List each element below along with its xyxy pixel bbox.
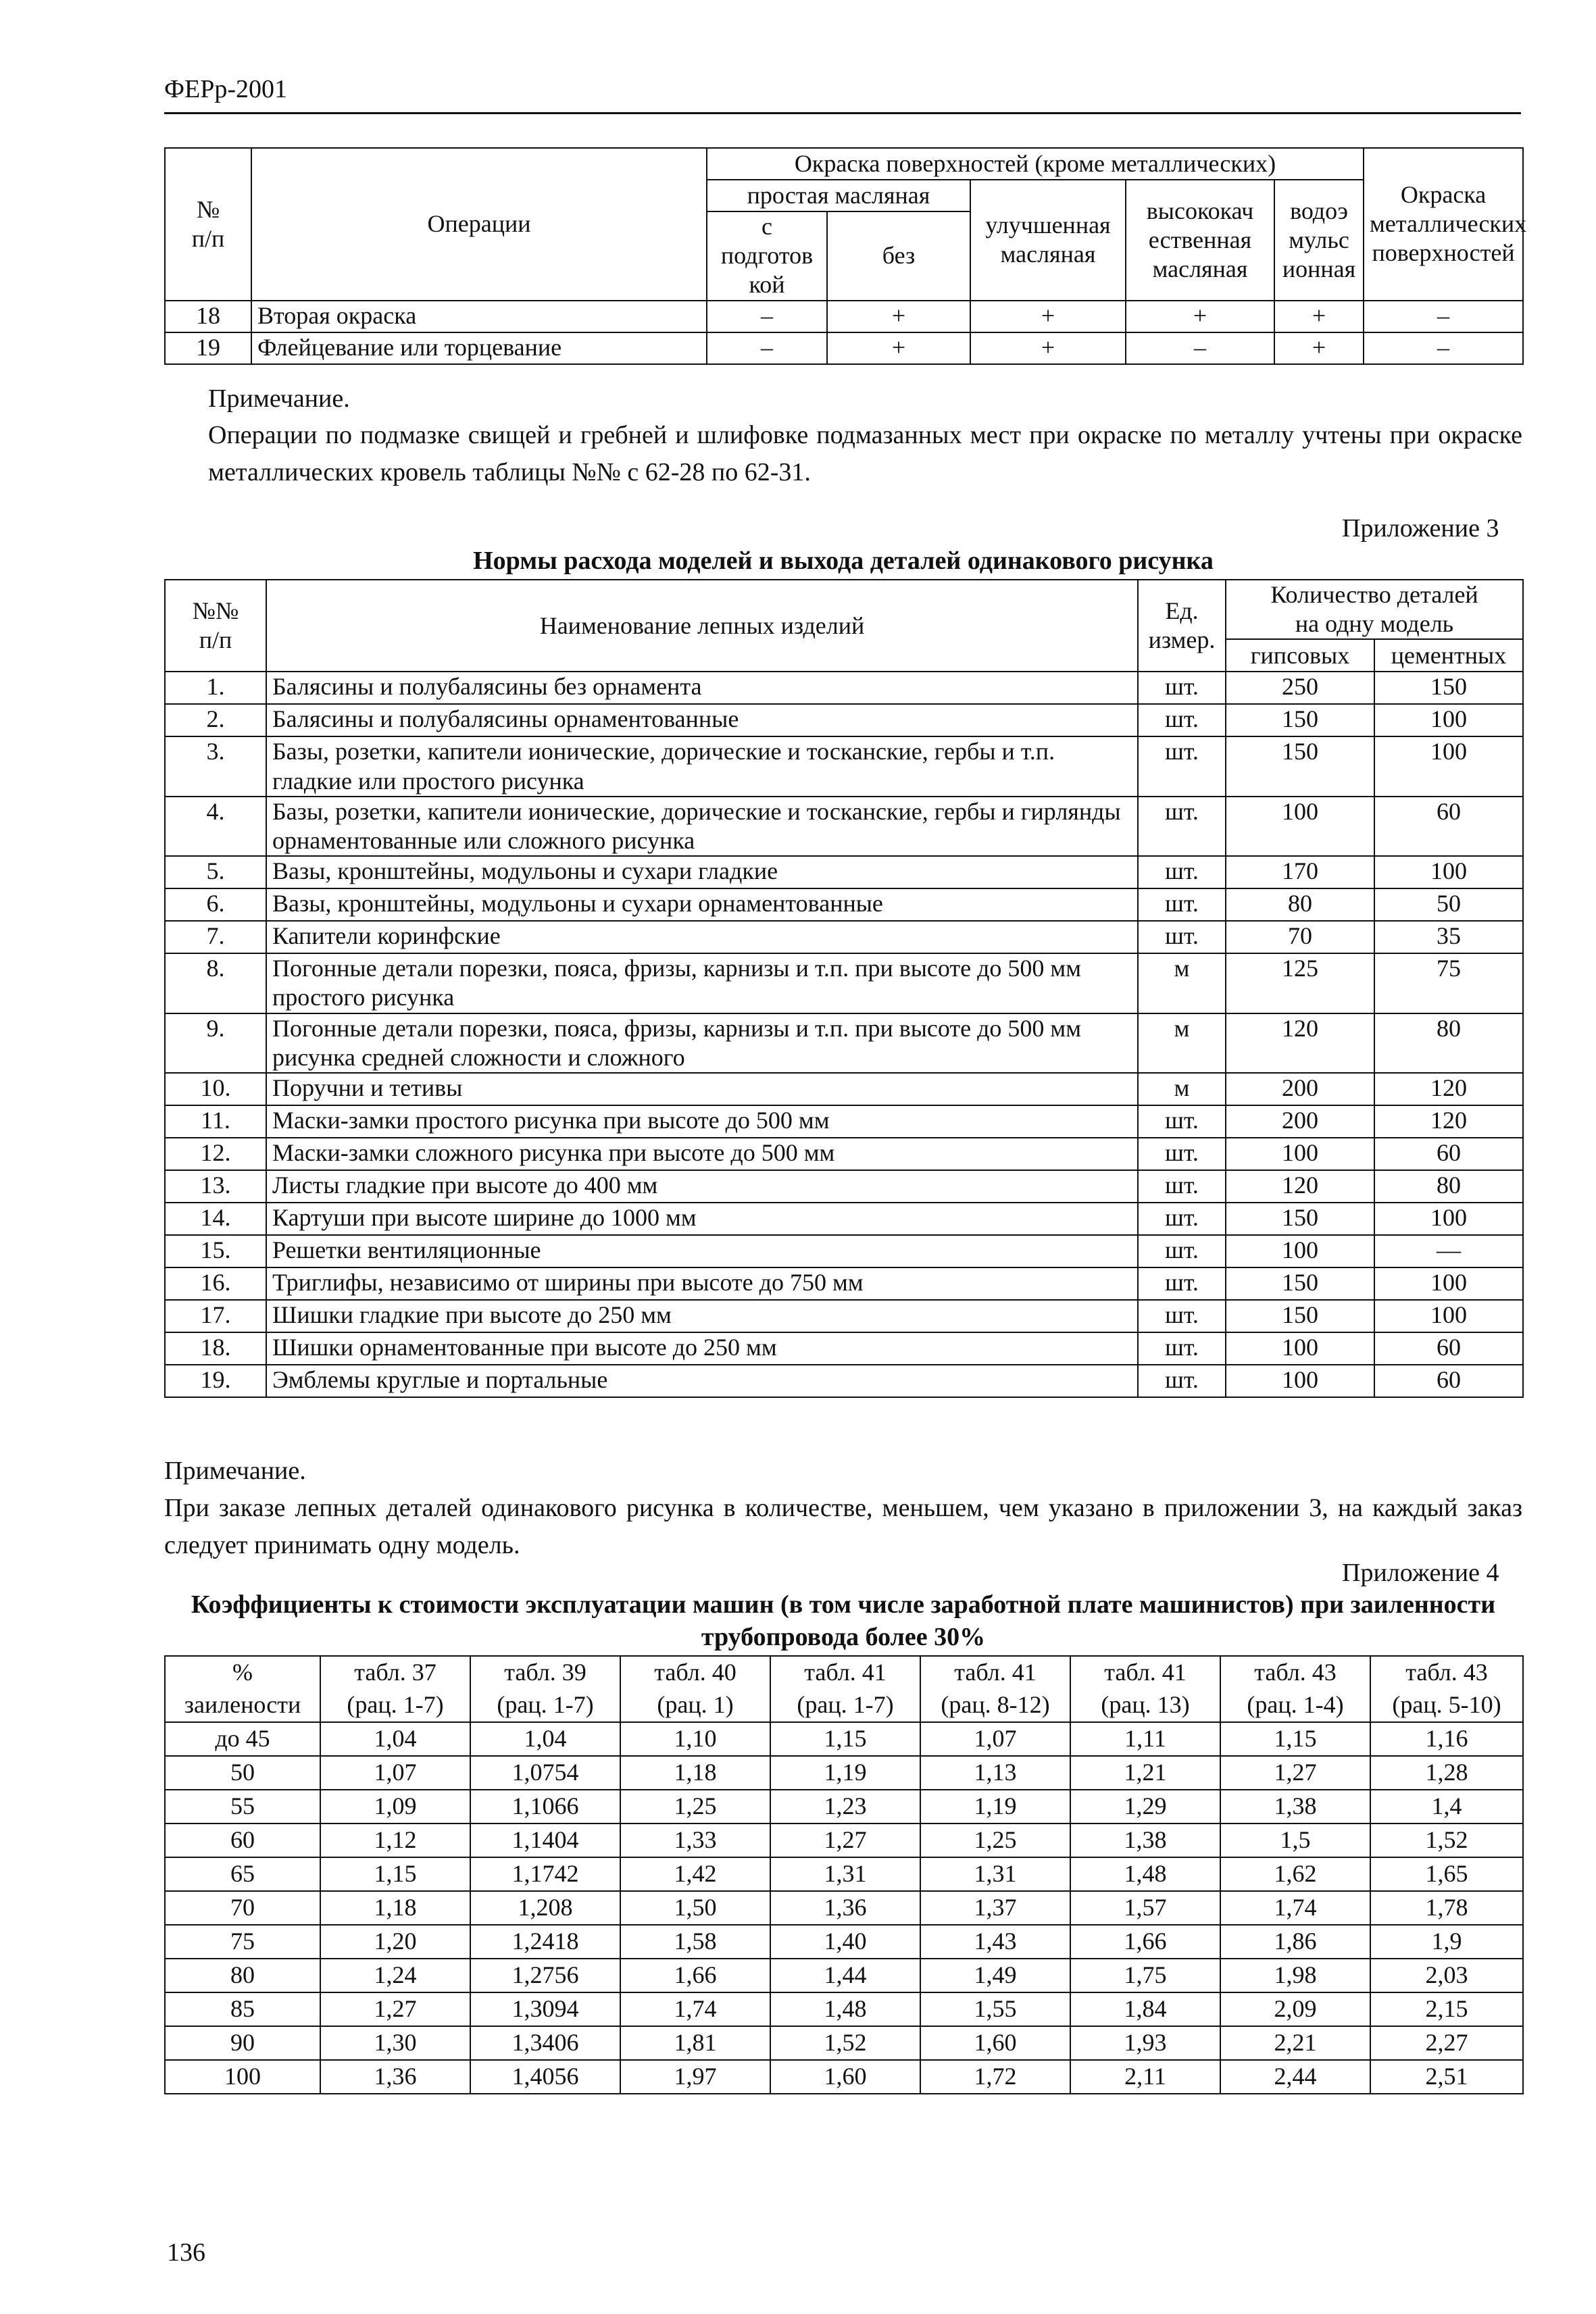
col-header: (рац. 1-7) [770,1689,920,1722]
coefficient-value: 1,42 [620,1857,770,1891]
cement-count: 100 [1374,736,1523,796]
table-row [165,1073,1523,1105]
coefficient-value: 1,27 [320,1992,470,2026]
gypsum-count: 150 [1226,1203,1374,1235]
gypsum-count: 120 [1226,1170,1374,1203]
silt-percent: до 45 [165,1722,320,1756]
coefficient-value: 1,33 [620,1823,770,1857]
cement-count: 50 [1374,888,1523,921]
coefficient-value: 2,21 [1220,2026,1370,2060]
silt-percent: 75 [165,1925,320,1959]
col-header: табл. 43 [1370,1656,1523,1689]
table-row [165,953,1523,1013]
coefficient-value: 2,15 [1370,1992,1523,2026]
coefficient-value: 1,36 [770,1891,920,1925]
gypsum-count: 100 [1226,1138,1374,1170]
coefficient-value: 1,18 [320,1891,470,1925]
coefficient-value: 1,38 [1070,1823,1220,1857]
cement-count: 80 [1374,1013,1523,1073]
coefficient-value: 1,15 [320,1857,470,1891]
coefficient-value: 1,29 [1070,1790,1220,1823]
coefficient-value: 1,66 [620,1959,770,1992]
coefficient-value: 1,9 [1370,1925,1523,1959]
operation-name: Флейцевание или торцевание [251,332,707,364]
col-header-number: № п/п [165,148,251,301]
col-header-surface-painting: Окраска поверхностей (кроме металлических) [707,148,1364,180]
coefficient-value: 1,44 [770,1959,920,1992]
col-header-metal-painting: Окраска металлических поверхностей [1364,148,1523,301]
appendix-label: Приложение 3 [1342,514,1499,543]
unit: шт. [1138,1105,1226,1138]
cell-value: + [1274,332,1364,364]
cell-value: + [827,332,970,364]
cement-count: 60 [1374,1138,1523,1170]
coefficient-value: 1,4 [1370,1790,1523,1823]
row-number: 4. [165,797,266,856]
col-header: % [165,1656,320,1689]
table-row [165,672,1523,704]
cement-count: 100 [1374,704,1523,736]
coefficient-value: 1,18 [620,1756,770,1790]
coefficient-value: 1,66 [1070,1925,1220,1959]
table-row [165,1891,1523,1925]
coefficient-value: 1,04 [470,1722,620,1756]
cell-value: + [1126,301,1274,332]
coefficient-value: 1,20 [320,1925,470,1959]
coefficient-value: 1,60 [920,2026,1070,2060]
cement-count: 100 [1374,856,1523,888]
unit: шт. [1138,888,1226,921]
page-number: 136 [167,2238,205,2267]
coefficient-value: 1,52 [1370,1823,1523,1857]
coefficient-value: 1,12 [320,1823,470,1857]
item-name: Вазы, кронштейны, модульоны и сухари орнаментованные [266,888,1138,921]
silt-percent: 90 [165,2026,320,2060]
coefficient-value: 1,1066 [470,1790,620,1823]
item-name: Эмблемы круглые и портальные [266,1365,1138,1397]
coefficient-value: 1,19 [770,1756,920,1790]
gypsum-count: 70 [1226,921,1374,953]
row-number: 19. [165,1365,266,1397]
coefficient-value: 1,86 [1220,1925,1370,1959]
cell-value: – [1364,332,1523,364]
item-name: Погонные детали порезки, пояса, фризы, карнизы и т.п. при высоте до 500 мм рисунка средней сложности и сложного [266,1013,1138,1073]
coefficient-value: 1,78 [1370,1891,1523,1925]
table-row [165,1013,1523,1073]
row-number: 8. [165,953,266,1013]
coefficient-value: 1,21 [1070,1756,1220,1790]
coefficient-value: 1,15 [770,1722,920,1756]
coefficient-value: 1,74 [620,1992,770,2026]
unit: шт. [1138,921,1226,953]
silt-percent: 50 [165,1756,320,1790]
cement-count: 60 [1374,797,1523,856]
row-number: 11. [165,1105,266,1138]
unit: м [1138,1013,1226,1073]
row-number: 1. [165,672,266,704]
coefficient-value: 1,15 [1220,1722,1370,1756]
coefficient-value: 1,11 [1070,1722,1220,1756]
col-header: (рац. 8-12) [920,1689,1070,1722]
coefficient-value: 2,03 [1370,1959,1523,1992]
cell-value: – [1364,301,1523,332]
coefficient-value: 1,74 [1220,1891,1370,1925]
col-header-water-emulsion: водоэ мульс ионная [1274,180,1364,301]
cement-count: 100 [1374,1203,1523,1235]
coefficient-value: 2,11 [1070,2060,1220,2094]
appendix-title: Коэффициенты к стоимости эксплуатации машин (в том числе заработной плате машинистов) при заиленности трубопровода более 30% [191,1590,1496,1651]
row-number: 12. [165,1138,266,1170]
row-number: 16. [165,1267,266,1300]
row-number: 9. [165,1013,266,1073]
table-row [165,704,1523,736]
col-header: (рац. 1) [620,1689,770,1722]
cement-count: 150 [1374,672,1523,704]
cement-count: 60 [1374,1365,1523,1397]
coefficient-value: 1,4056 [470,2060,620,2094]
header-row [165,1689,1523,1722]
coefficient-value: 1,81 [620,2026,770,2060]
coefficient-value: 1,30 [320,2026,470,2060]
coefficient-value: 2,27 [1370,2026,1523,2060]
row-number: 5. [165,856,266,888]
coefficient-value: 1,50 [620,1891,770,1925]
col-header-cement: цементных [1374,639,1523,672]
unit: шт. [1138,1365,1226,1397]
coefficient-value: 1,04 [320,1722,470,1756]
coefficient-value: 1,48 [1070,1857,1220,1891]
col-header-improved-oil: улучшенная масляная [970,180,1126,301]
coefficient-value: 1,36 [320,2060,470,2094]
col-header: (рац. 13) [1070,1689,1220,1722]
item-name: Шишки орнаментованные при высоте до 250 мм [266,1332,1138,1365]
col-header-quantity: Количество деталей на одну модель [1226,580,1523,639]
unit: шт. [1138,1332,1226,1365]
row-number: 10. [165,1073,266,1105]
item-name: Маски-замки сложного рисунка при высоте до 500 мм [266,1138,1138,1170]
table-row [165,1722,1523,1756]
coefficient-value: 1,3406 [470,2026,620,2060]
item-name: Погонные детали порезки, пояса, фризы, карнизы и т.п. при высоте до 500 мм простого рисунка [266,953,1138,1013]
document-code: ФЕРр-2001 [164,75,288,103]
silt-percent: 70 [165,1891,320,1925]
table-row [165,797,1523,856]
col-header: (рац. 1-7) [320,1689,470,1722]
coefficient-value: 1,07 [920,1722,1070,1756]
gypsum-count: 170 [1226,856,1374,888]
coefficient-value: 1,75 [1070,1959,1220,1992]
unit: шт. [1138,704,1226,736]
coefficient-value: 1,27 [770,1823,920,1857]
unit: шт. [1138,672,1226,704]
table-row [165,1203,1523,1235]
header-rule [164,112,1521,114]
coefficient-value: 2,09 [1220,1992,1370,2026]
cell-value: + [970,332,1126,364]
row-number: 14. [165,1203,266,1235]
table-row [165,332,1523,364]
coefficient-value: 1,3094 [470,1992,620,2026]
table-row [165,1790,1523,1823]
row-number: 7. [165,921,266,953]
row-number: 18. [165,1332,266,1365]
table-row [165,1756,1523,1790]
col-header-unit: Ед. измер. [1138,580,1226,672]
table-row [165,1332,1523,1365]
coefficient-value: 1,65 [1370,1857,1523,1891]
row-number: 13. [165,1170,266,1203]
unit: м [1138,1073,1226,1105]
table-row [165,1235,1523,1267]
coefficient-value: 1,10 [620,1722,770,1756]
gypsum-count: 100 [1226,1365,1374,1397]
row-number: 18 [165,301,251,332]
cell-value: + [827,301,970,332]
gypsum-count: 200 [1226,1073,1374,1105]
coefficient-value: 1,43 [920,1925,1070,1959]
coefficient-value: 1,93 [1070,2026,1220,2060]
unit: шт. [1138,1203,1226,1235]
col-header: табл. 40 [620,1656,770,1689]
table-row [165,2026,1523,2060]
gypsum-count: 250 [1226,672,1374,704]
item-name: Капители коринфские [266,921,1138,953]
unit: шт. [1138,1170,1226,1203]
table-row [165,1925,1523,1959]
note-text: При заказе лепных деталей одинакового рисунка в количестве, меньшем, чем указано в приложении 3, на каждый заказ следует принимать одну модель. [164,1494,1522,1560]
coefficient-value: 1,31 [770,1857,920,1891]
table-row [165,1138,1523,1170]
cement-count: 100 [1374,1267,1523,1300]
silt-percent: 55 [165,1790,320,1823]
coefficient-value: 1,84 [1070,1992,1220,2026]
operation-name: Вторая окраска [251,301,707,332]
table-row [165,1992,1523,2026]
gypsum-count: 150 [1226,1300,1374,1332]
item-name: Поручни и тетивы [266,1073,1138,1105]
table-row [165,1267,1523,1300]
gypsum-count: 100 [1226,797,1374,856]
cell-value: – [707,332,827,364]
col-header-item-name: Наименование лепных изделий [266,580,1138,672]
coefficient-value: 1,19 [920,1790,1070,1823]
silt-percent: 85 [165,1992,320,2026]
item-name: Решетки вентиляционные [266,1235,1138,1267]
coefficient-value: 1,25 [620,1790,770,1823]
item-name: Шишки гладкие при высоте до 250 мм [266,1300,1138,1332]
coefficient-value: 1,23 [770,1790,920,1823]
col-header: (рац. 1-4) [1220,1689,1370,1722]
col-header: табл. 41 [920,1656,1070,1689]
unit: шт. [1138,1235,1226,1267]
unit: шт. [1138,797,1226,856]
gypsum-count: 120 [1226,1013,1374,1073]
coefficient-value: 1,38 [1220,1790,1370,1823]
col-header-with-preparation: с подготов кой [707,211,827,301]
coefficient-value: 1,62 [1220,1857,1370,1891]
coefficient-value: 1,40 [770,1925,920,1959]
note-label: Примечание. [208,384,350,413]
col-header: заилености [165,1689,320,1722]
coefficient-value: 1,52 [770,2026,920,2060]
silt-percent: 80 [165,1959,320,1992]
unit: шт. [1138,856,1226,888]
row-number: 2. [165,704,266,736]
table-row [165,1823,1523,1857]
row-number: 3. [165,736,266,796]
silt-percent: 100 [165,2060,320,2094]
unit: м [1138,953,1226,1013]
item-name: Вазы, кронштейны, модульоны и сухари гладкие [266,856,1138,888]
coefficient-value: 1,55 [920,1992,1070,2026]
gypsum-count: 100 [1226,1332,1374,1365]
note-label: Примечание. [164,1457,306,1485]
cement-count: 120 [1374,1073,1523,1105]
cement-count: 60 [1374,1332,1523,1365]
table-row [165,736,1523,796]
cement-count: 75 [1374,953,1523,1013]
silt-percent: 65 [165,1857,320,1891]
gypsum-count: 150 [1226,1267,1374,1300]
col-header-operations: Операции [251,148,707,301]
table-row [165,1365,1523,1397]
item-name: Базы, розетки, капители ионические, дорические и тосканские, гербы и т.п. гладкие или простого рисунка [266,736,1138,796]
item-name: Балясины и полубалясины без орнамента [266,672,1138,704]
unit: шт. [1138,1267,1226,1300]
coefficient-value: 1,2756 [470,1959,620,1992]
coefficient-value: 2,51 [1370,2060,1523,2094]
cement-count: 80 [1374,1170,1523,1203]
col-header: (рац. 5-10) [1370,1689,1523,1722]
appendix-label: Приложение 4 [1342,1559,1499,1587]
coefficient-value: 1,48 [770,1992,920,2026]
appendix-title: Нормы расхода моделей и выхода деталей одинакового рисунка [473,547,1214,575]
row-number: 6. [165,888,266,921]
table-row [165,301,1523,332]
coefficient-value: 1,98 [1220,1959,1370,1992]
gypsum-count: 150 [1226,704,1374,736]
cement-count: 35 [1374,921,1523,953]
table-row [165,1857,1523,1891]
col-header-gypsum: гипсовых [1226,639,1374,672]
col-header-high-quality-oil: высококач ественная масляная [1126,180,1274,301]
item-name: Балясины и полубалясины орнаментованные [266,704,1138,736]
row-number: 17. [165,1300,266,1332]
header-row [165,1656,1523,1689]
col-header-without-preparation: без [827,211,970,301]
coefficient-value: 1,60 [770,2060,920,2094]
gypsum-count: 200 [1226,1105,1374,1138]
table-row [165,1170,1523,1203]
coefficient-value: 1,37 [920,1891,1070,1925]
cell-value: – [1126,332,1274,364]
coefficient-value: 1,28 [1370,1756,1523,1790]
row-number: 19 [165,332,251,364]
col-header: табл. 41 [770,1656,920,1689]
coefficient-value: 1,1742 [470,1857,620,1891]
machine-cost-coefficients-table [164,1655,1524,2094]
cement-count: — [1374,1235,1523,1267]
note-text: Операции по подмазке свищей и гребней и шлифовке подмазанных мест при окраске по металлу учтены при окраске металлических кровель таблицы №№ с 62-28 по 62-31. [208,421,1522,487]
coefficient-value: 1,97 [620,2060,770,2094]
coefficient-value: 1,0754 [470,1756,620,1790]
col-header: (рац. 1-7) [470,1689,620,1722]
coefficient-value: 1,1404 [470,1823,620,1857]
coefficient-value: 1,72 [920,2060,1070,2094]
coefficient-value: 1,24 [320,1959,470,1992]
table-row [165,856,1523,888]
unit: шт. [1138,736,1226,796]
col-header: табл. 43 [1220,1656,1370,1689]
cell-value: + [970,301,1126,332]
table-row [165,2060,1523,2094]
item-name: Базы, розетки, капители ионические, дорические и тосканские, гербы и гирлянды орнаментованные или сложного рисунка [266,797,1138,856]
coefficient-value: 1,07 [320,1756,470,1790]
col-header-simple-oil: простая масляная [707,180,970,211]
coefficient-value: 1,58 [620,1925,770,1959]
col-header: табл. 39 [470,1656,620,1689]
item-name: Триглифы, независимо от ширины при высоте до 750 мм [266,1267,1138,1300]
table-row [165,888,1523,921]
coefficient-value: 1,16 [1370,1722,1523,1756]
cell-value: – [707,301,827,332]
cement-count: 100 [1374,1300,1523,1332]
silt-percent: 60 [165,1823,320,1857]
gypsum-count: 150 [1226,736,1374,796]
unit: шт. [1138,1300,1226,1332]
item-name: Листы гладкие при высоте до 400 мм [266,1170,1138,1203]
coefficient-value: 1,49 [920,1959,1070,1992]
table-row [165,1959,1523,1992]
gypsum-count: 125 [1226,953,1374,1013]
coefficient-value: 1,13 [920,1756,1070,1790]
gypsum-count: 100 [1226,1235,1374,1267]
item-name: Картуши при высоте ширине до 1000 мм [266,1203,1138,1235]
coefficient-value: 1,2418 [470,1925,620,1959]
coefficient-value: 1,31 [920,1857,1070,1891]
coefficient-value: 1,27 [1220,1756,1370,1790]
table-row [165,1300,1523,1332]
col-header-number: №№ п/п [165,580,266,672]
cement-count: 120 [1374,1105,1523,1138]
coefficient-value: 1,25 [920,1823,1070,1857]
coefficient-value: 1,208 [470,1891,620,1925]
gypsum-count: 80 [1226,888,1374,921]
item-name: Маски-замки простого рисунка при высоте до 500 мм [266,1105,1138,1138]
coefficient-value: 1,09 [320,1790,470,1823]
unit: шт. [1138,1138,1226,1170]
table-row [165,921,1523,953]
painting-operations-table [164,147,1527,365]
col-header: табл. 37 [320,1656,470,1689]
coefficient-value: 1,5 [1220,1823,1370,1857]
coefficient-value: 2,44 [1220,2060,1370,2094]
col-header: табл. 41 [1070,1656,1220,1689]
molding-norms-table [164,579,1524,1398]
coefficient-value: 1,57 [1070,1891,1220,1925]
row-number: 15. [165,1235,266,1267]
table-row [165,1105,1523,1138]
cell-value: + [1274,301,1364,332]
